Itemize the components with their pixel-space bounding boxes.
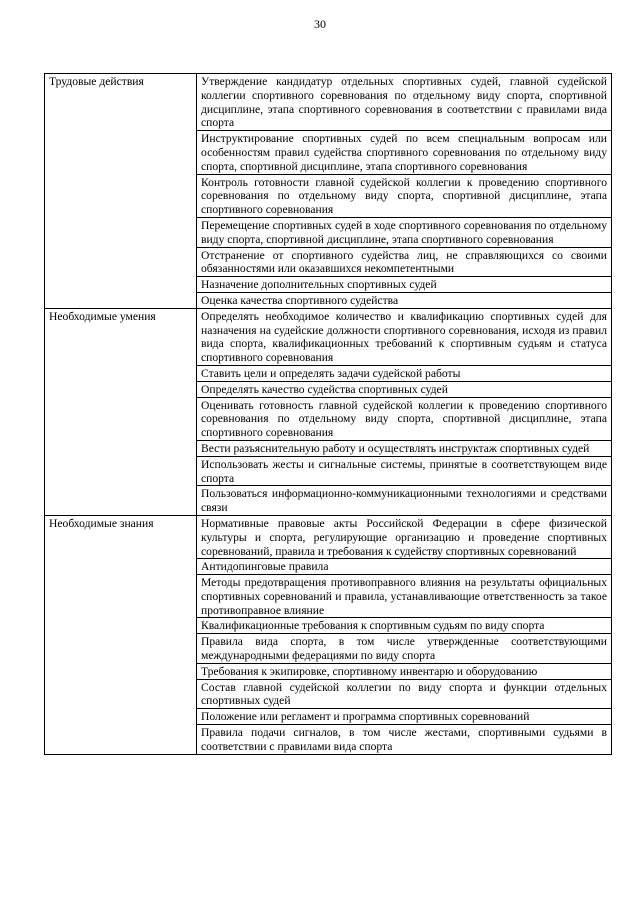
table-cell: Вести разъяснительную работу и осуществлять инструктаж спортивных судей: [197, 440, 612, 456]
competency-table: [44, 73, 612, 755]
table-row: [45, 308, 612, 365]
table-cell: Правила подачи сигналов, в том числе жестами, спортивными судьями в соответствии с правилами вида спорта: [197, 725, 612, 755]
table-cell: Перемещение спортивных судей в ходе спортивного соревнования по отдельному виду спорта, спортивной дисциплине, этапа спортивного соревнования: [197, 217, 612, 247]
table-cell: Определять качество судейства спортивных судей: [197, 381, 612, 397]
section-label-required-knowledge: Необходимые знания: [45, 515, 197, 754]
table-cell: Методы предотвращения противоправного влияния на результаты официальных спортивных соревнований и правила, устанавливающие ответственность за такое противоправное влияние: [197, 575, 612, 618]
table-cell: Отстранение от спортивного судейства лиц, не справляющихся со своими обязанностями или оказавшихся некомпетентными: [197, 247, 612, 277]
table-cell: Антидопинговые правила: [197, 559, 612, 575]
table-cell: Положение или регламент и программа спортивных соревнований: [197, 709, 612, 725]
table-cell: Ставить цели и определять задачи судейской работы: [197, 365, 612, 381]
table-cell: Правила вида спорта, в том числе утвержденные соответствующими международными федерациями по виду спорта: [197, 634, 612, 664]
table-cell: Назначение дополнительных спортивных судей: [197, 277, 612, 293]
table-cell: Пользоваться информационно-коммуникационными технологиями и средствами связи: [197, 486, 612, 516]
table-cell: Требования к экипировке, спортивному инвентарю и оборудованию: [197, 663, 612, 679]
page-number: 30: [314, 17, 326, 31]
table-cell: Оценивать готовность главной судейской коллегии к проведению спортивного соревнования по отдельному виду спорта, спортивной дисциплине, этапа спортивного соревнования: [197, 397, 612, 440]
table-cell: Инструктирование спортивных судей по всем специальным вопросам или особенностям правил судейства спортивного соревнования по отдельному виду спорта, спортивной дисциплине, этапа спортивного соревнования: [197, 131, 612, 174]
table-cell: Определять необходимое количество и квалификацию спортивных судей для назначения на судейские должности спортивного соревнования, исходя из правил вида спорта, квалификационных требований к спортивным судьям и статуса спортивного соревнования: [197, 308, 612, 365]
table-cell: Утверждение кандидатур отдельных спортивных судей, главной судейской коллегии спортивного соревнования по отдельному виду спорта, спортивной дисциплине, этапа спортивного соревнования в соответствии с правилами вида спорта: [197, 74, 612, 131]
section-label-labor-actions: Трудовые действия: [45, 74, 197, 309]
table-cell: Оценка качества спортивного судейства: [197, 292, 612, 308]
table-row: [45, 74, 612, 131]
section-label-required-skills: Необходимые умения: [45, 308, 197, 515]
table-cell: Нормативные правовые акты Российской Федерации в сфере физической культуры и спорта, регулирующие организацию и проведение спортивных соревнований, правила и требования к судейству спортивных соревнований: [197, 515, 612, 558]
table-cell: Состав главной судейской коллегии по виду спорта и функции отдельных спортивных судей: [197, 679, 612, 709]
table-row: [45, 515, 612, 558]
table-cell: Использовать жесты и сигнальные системы, принятые в соответствующем виде спорта: [197, 456, 612, 486]
table-cell: Контроль готовности главной судейской коллегии к проведению спортивного соревнования по отдельному виду спорта, спортивной дисциплине, этапа спортивного соревнования: [197, 174, 612, 217]
table-cell: Квалификационные требования к спортивным судьям по виду спорта: [197, 618, 612, 634]
